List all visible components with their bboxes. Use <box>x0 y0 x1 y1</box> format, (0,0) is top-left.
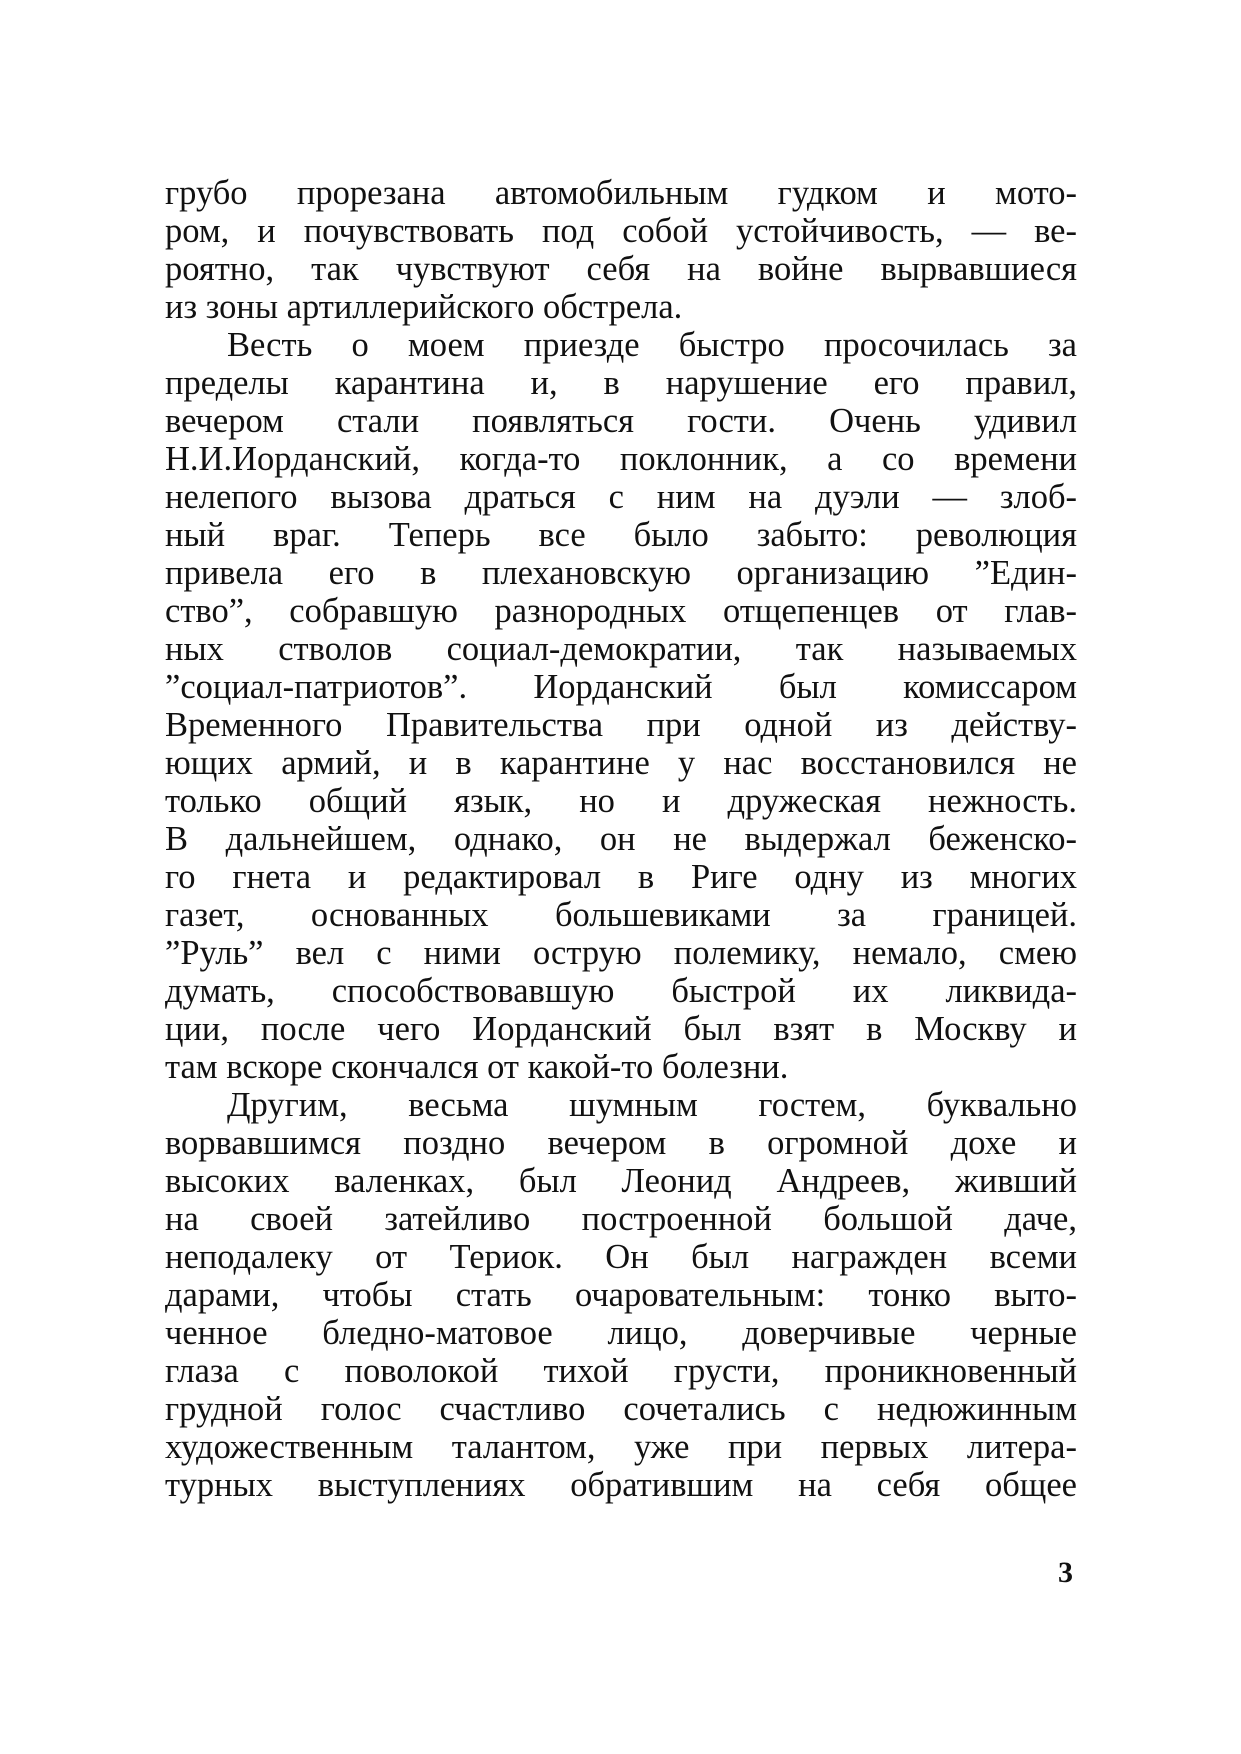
text-line: ющих армий, и в карантине у нас восстановился не <box>165 744 1077 782</box>
text-line: пределы карантина и, в нарушение его правил, <box>165 364 1077 402</box>
text-line: газет, основанных большевиками за границей. <box>165 896 1077 934</box>
text-line: роятно, так чувствуют себя на войне вырвавшиеся <box>165 250 1077 288</box>
text-line: ”социал-патриотов”. Иорданский был комиссаром <box>165 668 1077 706</box>
text-line: ченное бледно-матовое лицо, доверчивые черные <box>165 1314 1077 1352</box>
text-line: Другим, весьма шумным гостем, буквально <box>227 1086 1077 1124</box>
text-line: ство”, собравшую разнородных отщепенцев от глав- <box>165 592 1077 630</box>
text-line: турных выступлениях обратившим на себя общее <box>165 1466 1077 1504</box>
text-line: ции, после чего Иорданский был взят в Москву и <box>165 1010 1077 1048</box>
page-number: 3 <box>1058 1556 1073 1589</box>
text-line: привела его в плехановскую организацию ”Един- <box>165 554 1077 592</box>
body-text <box>165 174 1077 1504</box>
text-line: Н.И.Иорданский, когда-то поклонник, а со времени <box>165 440 1077 478</box>
text-line: нелепого вызова драться с ним на дуэли — злоб- <box>165 478 1077 516</box>
text-line: ”Руль” вел с ними острую полемику, немало, смею <box>165 934 1077 972</box>
text-line: из зоны артиллерийского обстрела. <box>165 288 683 326</box>
text-line: грудной голос счастливо сочетались с недюжинным <box>165 1390 1077 1428</box>
text-line: грубо прорезана автомобильным гудком и мото- <box>165 174 1077 212</box>
text-line: глаза с поволокой тихой грусти, проникновенный <box>165 1352 1077 1390</box>
text-line: там вскоре скончался от какой-то болезни. <box>165 1048 789 1086</box>
text-line: ный враг. Теперь все было забыто: революция <box>165 516 1077 554</box>
text-line: думать, способствовавшую быстрой их ликвида- <box>165 972 1077 1010</box>
text-line: В дальнейшем, однако, он не выдержал беженско- <box>165 820 1077 858</box>
text-line: вечером стали появляться гости. Очень удивил <box>165 402 1077 440</box>
text-line: на своей затейливо построенной большой даче, <box>165 1200 1077 1238</box>
text-line: высоких валенках, был Леонид Андреев, живший <box>165 1162 1077 1200</box>
text-line: ных стволов социал-демократии, так называемых <box>165 630 1077 668</box>
text-line: дарами, чтобы стать очаровательным: тонко выто- <box>165 1276 1077 1314</box>
text-line: го гнета и редактировал в Риге одну из многих <box>165 858 1077 896</box>
text-line: только общий язык, но и дружеская нежность. <box>165 782 1077 820</box>
text-line: ром, и почувствовать под собой устойчивость, — ве- <box>165 212 1077 250</box>
text-line: ворвавшимся поздно вечером в огромной дохе и <box>165 1124 1077 1162</box>
text-line: Весть о моем приезде быстро просочилась за <box>227 326 1077 364</box>
text-line: художественным талантом, уже при первых литера- <box>165 1428 1077 1466</box>
text-line: Временного Правительства при одной из действу- <box>165 706 1077 744</box>
text-line: неподалеку от Териок. Он был награжден всеми <box>165 1238 1077 1276</box>
